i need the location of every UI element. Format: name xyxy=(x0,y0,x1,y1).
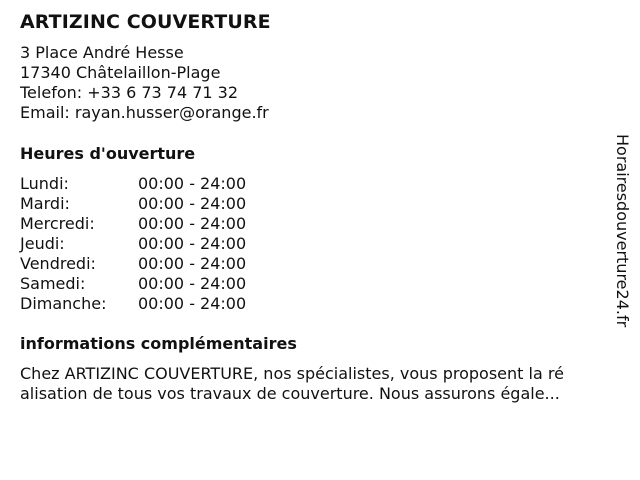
time-range: 00:00 - 24:00 xyxy=(138,234,247,253)
hours-row-saturday xyxy=(20,274,320,294)
hours-row-thursday xyxy=(20,234,320,254)
contact-block xyxy=(20,43,269,123)
day-label: Vendredi: xyxy=(20,254,96,273)
description-line-1: Chez ARTIZINC COUVERTURE, nos spécialistes, vous proposent la ré xyxy=(20,364,564,383)
hours-row-friday xyxy=(20,254,320,274)
day-label: Jeudi: xyxy=(20,234,65,253)
hours-row-monday xyxy=(20,174,320,194)
hours-row-wednesday xyxy=(20,214,320,234)
day-label: Samedi: xyxy=(20,274,86,293)
address-line-street: 3 Place André Hesse xyxy=(20,43,184,62)
day-label: Mercredi: xyxy=(20,214,95,233)
opening-hours-table xyxy=(20,174,320,314)
additional-info-heading: informations complémentaires xyxy=(20,334,297,353)
hours-row-sunday xyxy=(20,294,320,314)
time-range: 00:00 - 24:00 xyxy=(138,174,247,193)
hours-row-tuesday xyxy=(20,194,320,214)
email-address: Email: rayan.husser@orange.fr xyxy=(20,103,269,122)
day-label: Mardi: xyxy=(20,194,70,213)
time-range: 00:00 - 24:00 xyxy=(138,214,247,233)
time-range: 00:00 - 24:00 xyxy=(138,194,247,213)
business-name: ARTIZINC COUVERTURE xyxy=(20,11,271,33)
time-range: 00:00 - 24:00 xyxy=(138,294,247,313)
opening-hours-heading: Heures d'ouverture xyxy=(20,144,196,163)
time-range: 00:00 - 24:00 xyxy=(138,274,247,293)
description-line-2: alisation de tous vos travaux de couverture. Nous assurons égale... xyxy=(20,384,560,403)
day-label: Dimanche: xyxy=(20,294,107,313)
additional-info-text xyxy=(20,364,620,404)
time-range: 00:00 - 24:00 xyxy=(138,254,247,273)
address-line-city: 17340 Châtelaillon-Plage xyxy=(20,63,221,82)
phone-number: Telefon: +33 6 73 74 71 32 xyxy=(20,83,239,102)
day-label: Lundi: xyxy=(20,174,69,193)
site-watermark: Horairesdouverture24.fr xyxy=(613,134,632,328)
